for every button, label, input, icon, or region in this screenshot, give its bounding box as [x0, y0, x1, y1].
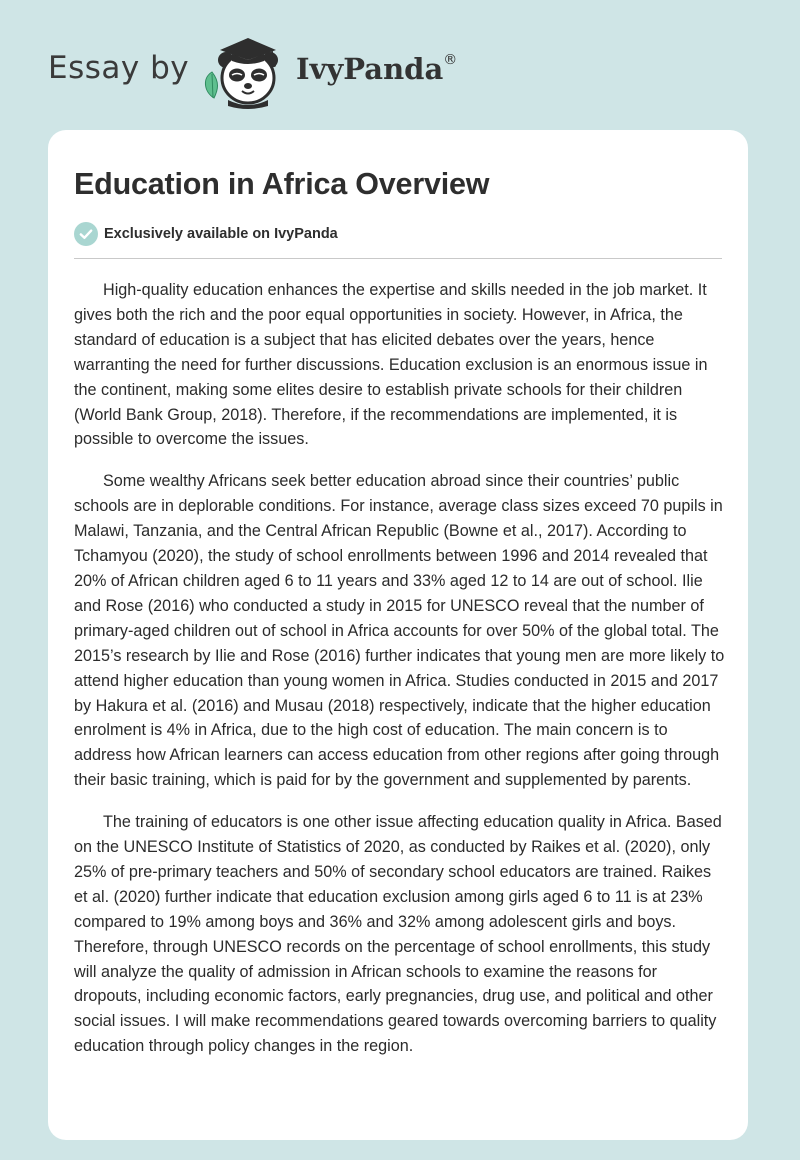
exclusive-badge	[74, 220, 723, 248]
paragraph: High-quality education enhances the expertise and skills needed in the job market. It gives both the rich and the poor equal opportunities in society. However, in Africa, the standard of education is a subject that has elicited debates over the years, hence warranting the need for further discussions. Education exclusion is an enormous issue in the continent, making some elites desire to establish private schools for their children (World Bank Group, 2018). Therefore, if the recommendations are implemented, it is possible to overcome the issues.	[74, 281, 708, 449]
essay-by-label: Essay by	[48, 50, 190, 86]
brand-name-text: IvyPanda	[296, 52, 444, 86]
check-circle-icon	[74, 222, 98, 246]
paragraph: Some wealthy Africans seek better education abroad since their countries’ public schools are in deplorable conditions. For instance, average class sizes exceed 70 pupils in Malawi, Tanzania, and the Central African Republic (Bowne et al., 2017). According to Tchamyou (2020), the study of school enrollments between 1996 and 2014 revealed that 20% of African children aged 6 to 11 years and 33% aged 12 to 14 are out of school. Ilie and Rose (2016) who conducted a study in 2015 for UNESCO reveal that the number of primary-aged children out of school in Africa accounts for over 50% of the global total. The 2015’s research by Ilie and Rose (2016) further indicates that young men are more likely to attend higher education than young women in Africa. Studies conducted in 2015 and 2017 by Hakura et al. (2016) and Musau (2018) respectively, indicate that the higher education enrolment is 4% in Africa, due to the high cost of education. The main concern is to address how African learners can access education from other regions after going through their basic training, which is paid for by the government and supplemented by parents.	[74, 472, 725, 790]
divider	[74, 258, 722, 259]
site-header	[0, 0, 800, 130]
essay-card	[48, 130, 748, 1140]
page-title: Education in Africa Overview	[74, 167, 490, 201]
brand-name[interactable]	[296, 52, 457, 86]
panda-graduate-icon[interactable]	[198, 28, 298, 110]
exclusive-label: Exclusively available on IvyPanda	[104, 226, 338, 242]
paragraph: The training of educators is one other issue affecting education quality in Africa. Based on the UNESCO Institute of Statistics of 2020, as conducted by Raikes et al. (2020), only 25% of pre-primary teachers and 50% of secondary school educators are trained. Raikes et al. (2020) further indicate that education exclusion among girls aged 6 to 11 is at 23% compared to 19% among boys and 36% and 32% among adolescent girls and boys. Therefore, through UNESCO records on the percentage of school enrollments, this study will analyze the quality of admission in African schools to examine the reasons for dropouts, including economic factors, early pregnancies, drug use, and political and other social issues. I will make recommendations geared towards overcoming barriers to quality education through policy changes in the region.	[74, 813, 722, 1056]
essay-body	[74, 278, 726, 1059]
registered-mark: ®	[443, 52, 458, 69]
